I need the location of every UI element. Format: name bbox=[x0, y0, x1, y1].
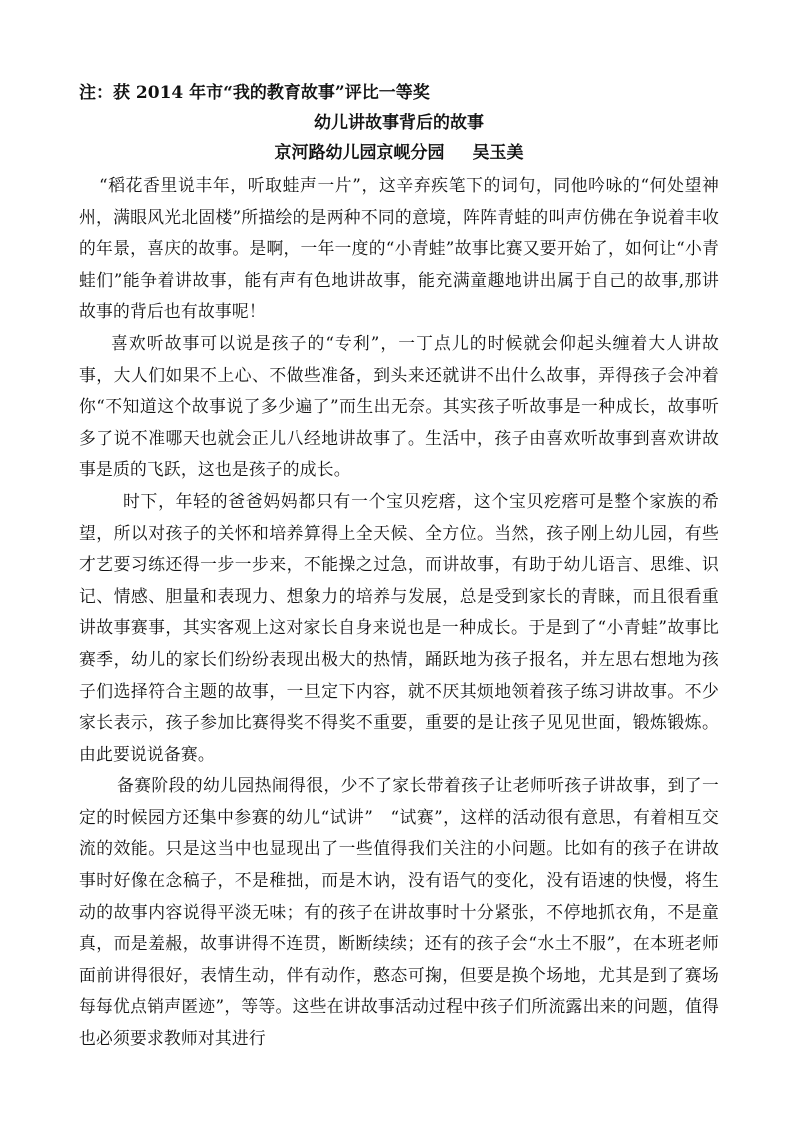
document-content bbox=[79, 80, 719, 1055]
paragraph-2: 喜欢听故事可以说是孩子的“专利”，一丁点儿的时候就会仰起头缠着大人讲故事，大人们如果不上心、不做些准备，到头来还就讲不出什么故事，弄得孩子会冲着你“不知道这个故事说了多少遍了”而生出无奈。其实孩子听故事是一种成长，故事听多了说不准哪天也就会正儿八经地讲故事了。生活中，孩子由喜欢听故事到喜欢讲故事是质的飞跃，这也是孩子的成长。 bbox=[79, 332, 719, 480]
author-name: 吴玉美 bbox=[472, 143, 524, 163]
author-organization: 京河路幼儿园京岘分园 bbox=[274, 143, 445, 163]
article-body bbox=[79, 170, 719, 1055]
paragraph-4: 备赛阶段的幼儿园热闹得很，少不了家长带着孩子让老师听孩子讲故事，到了一定的时候园方还集中参赛的幼儿“试讲” “试赛”，这样的活动很有意思，有着相互交流的效能。只是这当中也显现出了一些值得我们关注的小问题。比如有的孩子在讲故事时好像在念稿子，不是稚拙，而是木讷，没有语气的变化，没有语速的快慢，将生动的故事内容说得平淡无味；有的孩子在讲故事时十分紧张，不停地抓衣角，不是童真，而是羞赧，故事讲得不连贯，断断续续；还有的孩子会“水土不服”，在本班老师面前讲得很好，表情生动，伴有动作，憨态可掬，但要是换个场地，尤其是到了赛场每每优点销声匿迹”，等等。这些在讲故事活动过程中孩子们所流露出来的问题，值得也必须要求教师对其进行 bbox=[79, 775, 719, 1049]
paragraph-3: 时下，年轻的爸爸妈妈都只有一个宝贝疙瘩，这个宝贝疙瘩可是整个家族的希望，所以对孩子的关怀和培养算得上全天候、全方位。当然，孩子刚上幼儿园，有些才艺要习练还得一步一步来，不能操之过急，而讲故事，有助于幼儿语言、思维、识记、情感、胆量和表现力、想象力的培养与发展，总是受到家长的青睐，而且很看重讲故事赛事，其实客观上这对家长自身来说也是一种成长。于是到了“小青蛙”故事比赛季，幼儿的家长们纷纷表现出极大的热情，踊跃地为孩子报名，并左思右想地为孩子们选择符合主题的故事，一旦定下内容，就不厌其烦地领着孩子练习讲故事。不少家长表示，孩子参加比赛得奖不得奖不重要，重要的是让孩子见见世面，锻炼锻炼。由此要说说备赛。 bbox=[79, 490, 719, 764]
award-note: 注：获 2014 年市“我的教育故事”评比一等奖 bbox=[79, 83, 430, 103]
document-title: 幼儿讲故事背后的故事 bbox=[314, 113, 484, 133]
paragraph-1: “稻花香里说丰年，听取蛙声一片”，这辛弃疾笔下的词句，同他吟咏的“何处望神州，满眼风光北固楼”所描绘的是两种不同的意境，阵阵青蛙的叫声仿佛在争说着丰收的年景，喜庆的故事。是啊，一年一度的“小青蛙”故事比赛又要开始了，如何让“小青蛙们”能争着讲故事，能有声有色地讲故事，能充满童趣地讲出属于自己的故事,那讲故事的背后也有故事呢！ bbox=[79, 175, 719, 322]
byline bbox=[79, 140, 719, 167]
